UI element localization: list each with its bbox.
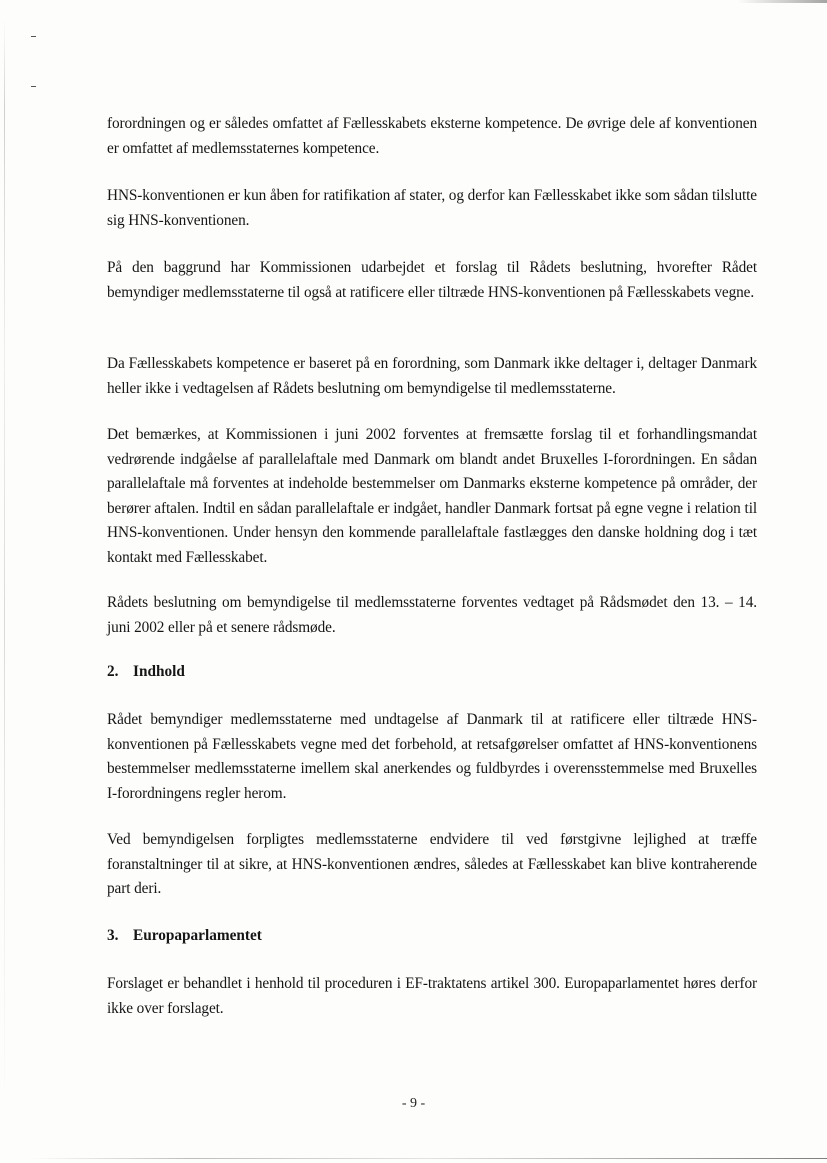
paragraph-ratification: HNS-konventionen er kun åben for ratifikation af stater, og derfor kan Fællesskabet ikke som sådan tilslutte sig HNS-konventionen. (107, 187, 757, 229)
paragraph-procedure: Forslaget er behandlet i henhold til proceduren i EF-traktatens artikel 300. Europaparlamentet høres derfor ikke over forslaget. (107, 975, 757, 1017)
scan-corner-shadow (737, 0, 827, 3)
scan-mark-top (31, 36, 36, 37)
scan-edge-bottom (30, 1158, 827, 1159)
paragraph-competence: forordningen og er således omfattet af Fællesskabets eksterne kompetence. De øvrige dele af konventionen er omfattet af medlemsstaternes kompetence. (107, 115, 757, 157)
paragraph-authorisation: Rådet bemyndiger medlemsstaterne med undtagelse af Danmark til at ratificere eller tiltræde HNS-konventionen på Fællesskabets vegne med det forbehold, at retsafgørelser omfattet af HNS-konventionens bestemmelser medlemsstaterne imellem skal anerkendes og fuldbyrdes i overensstemmelse med Bruxelles I-forordningens regler herom. (107, 711, 757, 802)
section-title: Indhold (133, 663, 185, 680)
scan-mark-middle (31, 86, 36, 87)
paragraph-obligations: Ved bemyndigelsen forpligtes medlemsstaterne endvidere til ved førstgivne lejlighed at træffe foranstaltninger til at sikre, at HNS-konventionen ændres, således at Fællesskabet kan blive kontraherende part deri. (107, 831, 757, 898)
section-number: 3. (107, 927, 119, 944)
section-number: 2. (107, 663, 119, 680)
section-title: Europaparlamentet (133, 927, 262, 944)
section-heading-parliament (107, 924, 262, 949)
paragraph-commission-proposal: På den baggrund har Kommissionen udarbejdet et forslag til Rådets beslutning, hvorefter Rådet bemyndiger medlemsstaterne til også at ratificere eller tiltræde HNS-konventionen på Fællesskabets vegne. (107, 259, 757, 301)
paragraph-council-decision: Rådets beslutning om bemyndigelse til medlemsstaterne forventes vedtaget på Rådsmødet den 13. – 14. juni 2002 eller på et senere rådsmøde. (107, 594, 757, 636)
page-number: - 9 - (401, 1096, 426, 1111)
paragraph-denmark-participation: Da Fællesskabets kompetence er baseret på en forordning, som Danmark ikke deltager i, deltager Danmark heller ikke i vedtagelsen af Rådets beslutning om bemyndigelse til medlemsstaterne. (107, 355, 757, 397)
paragraph-parallel-agreement: Det bemærkes, at Kommissionen i juni 2002 forventes at fremsætte forslag til et forhandlingsmandat vedrørende indgåelse af parallelaftale med Danmark om blandt andet Bruxelles I-forordningen. En sådan parallelaftale må forventes at indeholde bestemmelser om Danmarks eksterne kompetence på områder, der berører aftalen. Indtil en sådan parallelaftale er indgået, handler Danmark fortsat på egne vegne i relation til HNS-konventionen. Under hensyn den kommende parallelaftale fastlægges den danske holdning dog i tæt kontakt med Fællesskabet. (107, 426, 757, 566)
section-heading-content (107, 660, 185, 685)
scan-edge-left (4, 20, 5, 1120)
